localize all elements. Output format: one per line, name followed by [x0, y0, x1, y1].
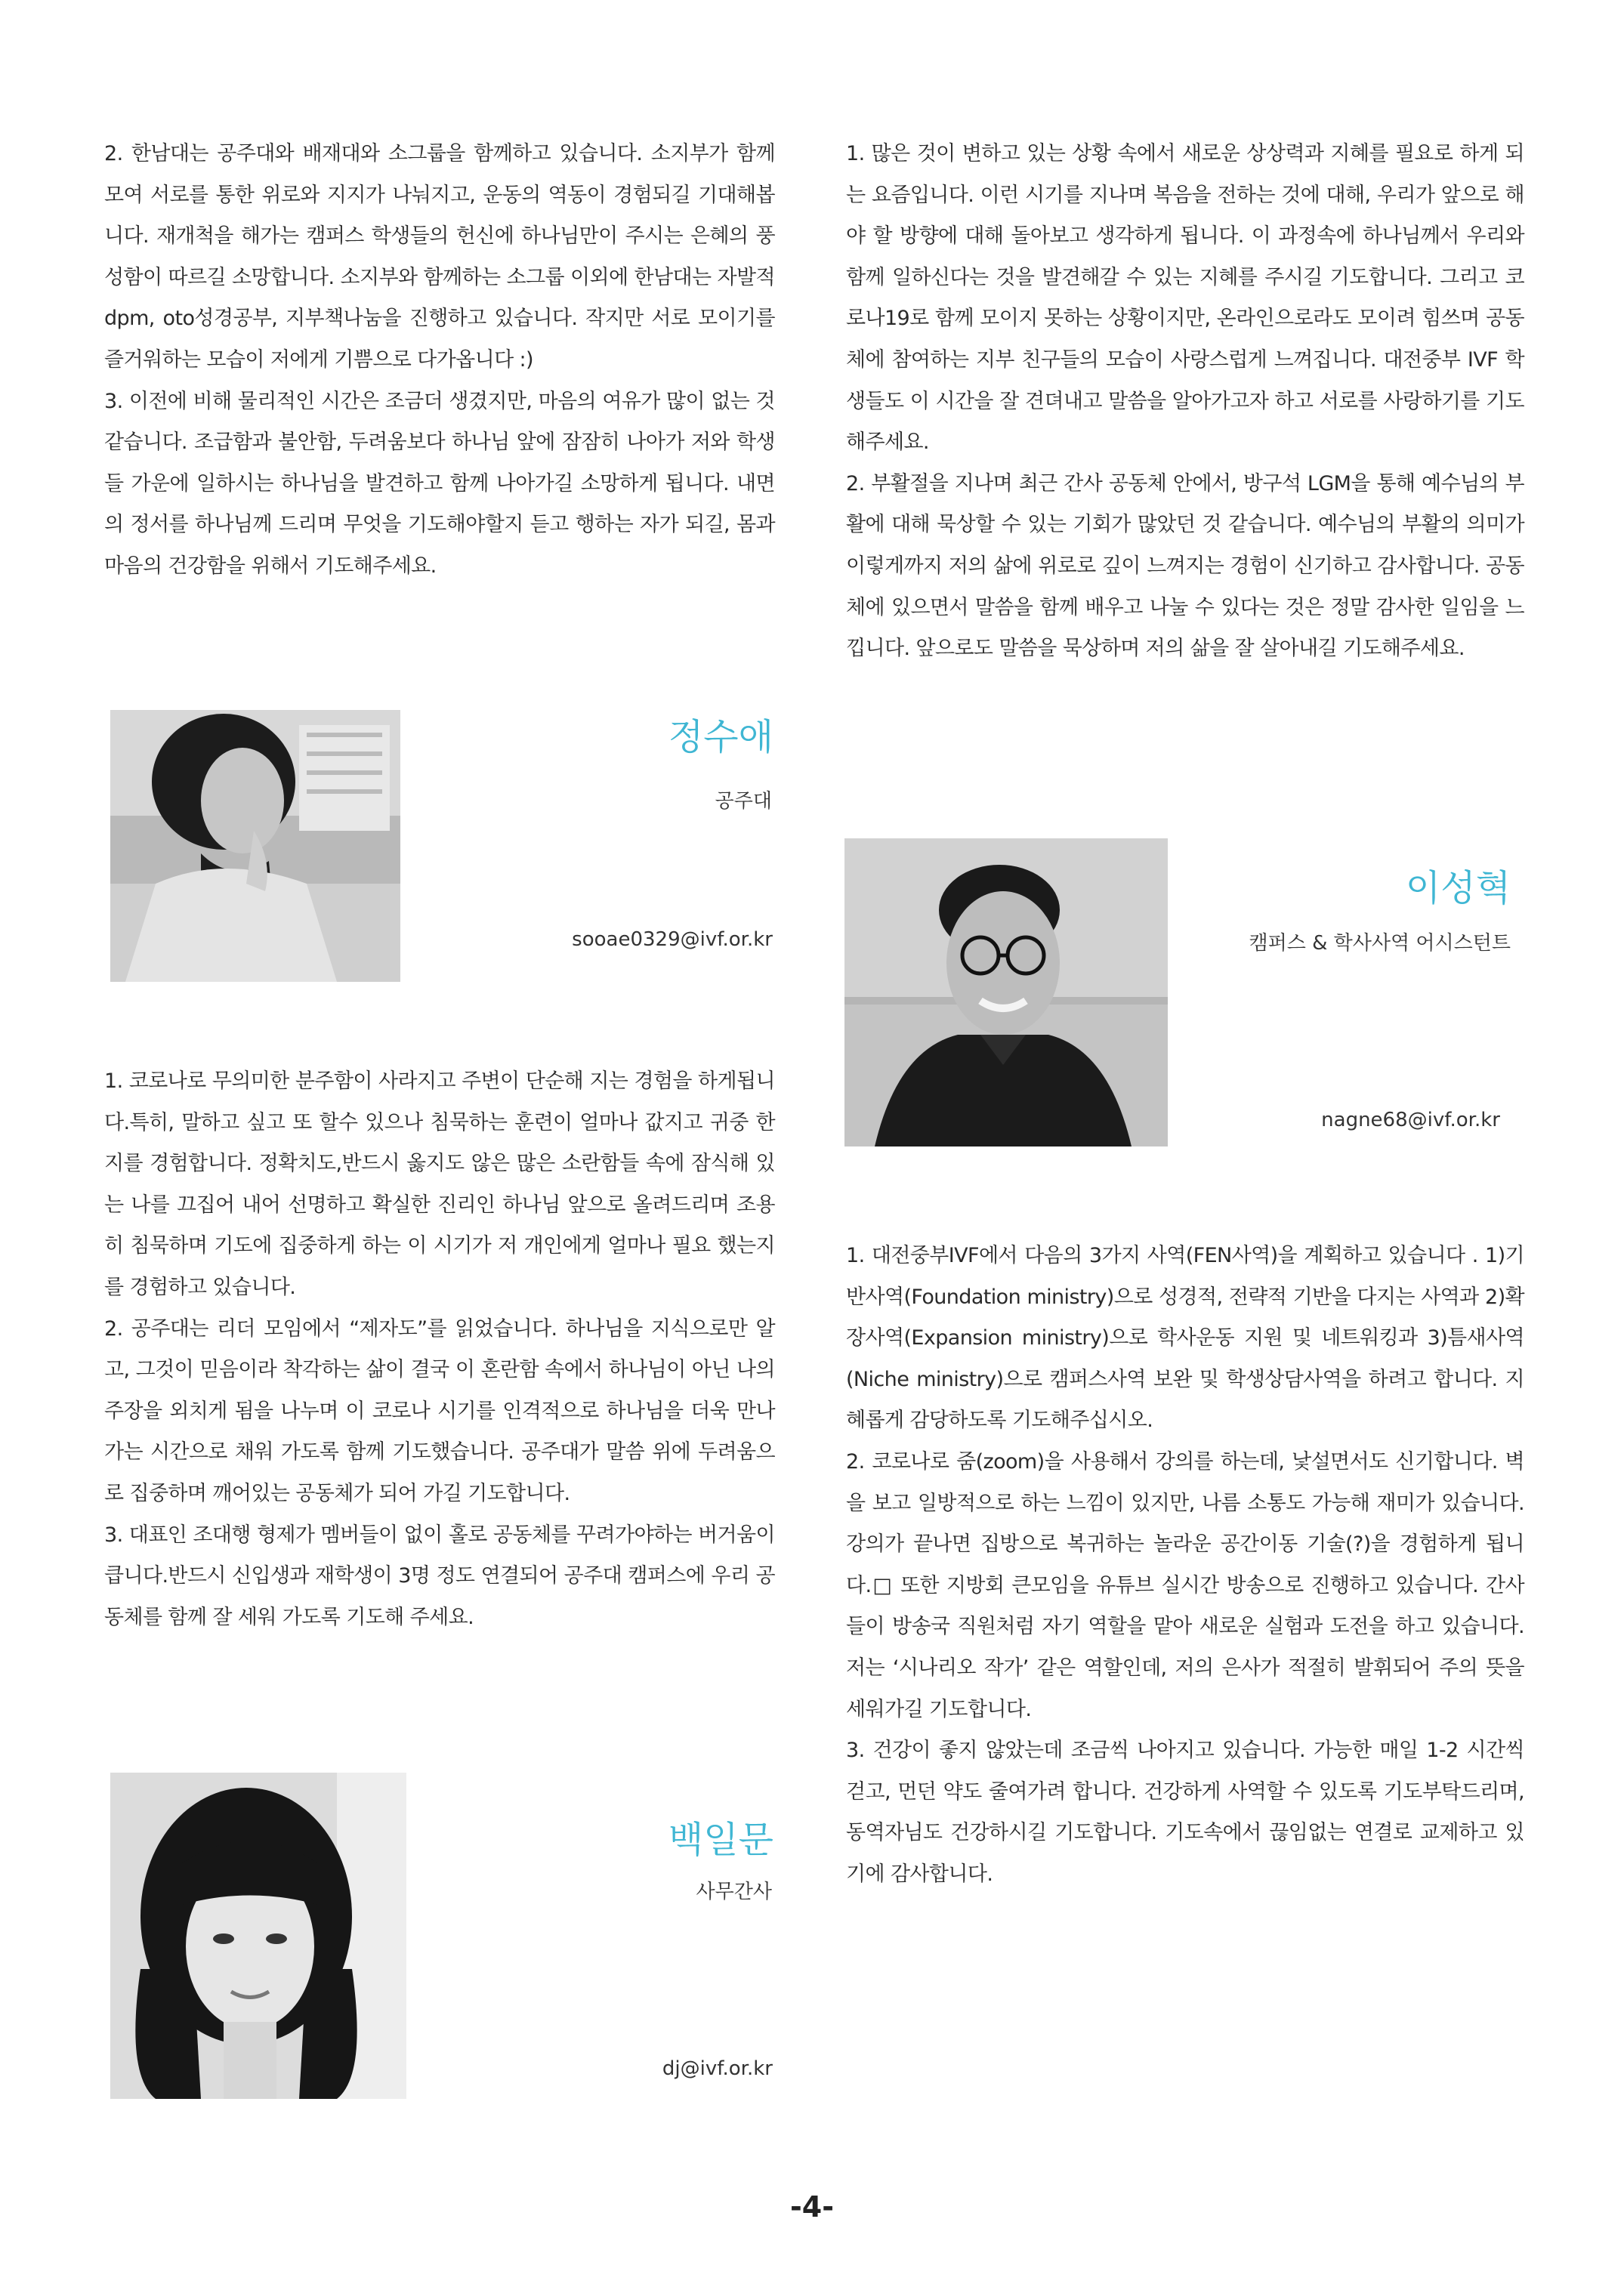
paragraph: 3. 대표인 조대행 형제가 멤버들이 없이 홀로 공동체를 꾸려가야하는 버거움이 큽니다.반드시 신입생과 재학생이 3명 정도 연결되어 공주대 캠퍼스에 우리 공동체를 함께 잘 세워 가도록 기도해 주세요. [104, 1523, 775, 1629]
paragraph: 1. 대전중부IVF에서 다음의 3가지 사역(FEN사역)을 계획하고 있습니다 . 1)기반사역(Foundation ministry)으로 성경적, 전략적 기반을 다지는 사역과 2)확장사역(Expansion ministry)으로 학사운동 지원 및 네트워킹과 3)틈새사역(Niche ministry)으로 캠퍼스사역 보완 및 학생상담사역을 하려고 합니다. 지혜롭게 감당하도록 기도해주십시오. [846, 1244, 1524, 1433]
profile-role: 공주대 [715, 790, 772, 813]
portrait-photo-woman-bangs-icon [110, 1773, 406, 2099]
profile-name: 이성혁 [1405, 867, 1511, 909]
paragraph: 3. 이전에 비해 물리적인 시간은 조금더 생겼지만, 마음의 여유가 많이 없는 것 같습니다. 조급함과 불안함, 두려움보다 하나님 앞에 잠잠히 나아가 저와 학생들 가운에 일하시는 하나님을 발견하고 함께 나아가길 소망하게 됩니다. 내면의 정서를 하나님께 드리며 무엇을 기도해야할지 듣고 행하는 자가 되길, 몸과 마음의 건강함을 위해서 기도해주세요. [104, 389, 775, 578]
portrait-photo-woman-icon [110, 710, 400, 982]
profile-photo-lee-seonghyeok [844, 838, 1168, 1146]
paragraph: 1. 많은 것이 변하고 있는 상황 속에서 새로운 상상력과 지혜를 필요로 하게 되는 요즘입니다. 이런 시기를 지나며 복음을 전하는 것에 대해, 우리가 앞으로 해야 할 방향에 대해 돌아보고 생각하게 됩니다. 이 과정속에 하나님께서 우리와 함께 일하신다는 것을 발견해갈 수 있는 지혜를 주시길 기도합니다. 그리고 코로나19로 함께 모이지 못하는 상황이지만, 온라인으로라도 모이려 힘쓰며 공동체에 참여하는 지부 친구들의 모습이 사랑스럽게 느껴집니다. 대전중부 IVF 학생들도 이 시간을 잘 견뎌내고 말씀을 알아가고자 하고 서로를 사랑하기를 기도해주세요. [846, 142, 1524, 455]
profile-role: 캠퍼스 & 학사사역 어시스턴트 [1249, 932, 1511, 955]
profile-email: nagne68@ivf.or.kr [1321, 1109, 1500, 1131]
left-middle-text-block [104, 1061, 775, 1638]
paragraph: 3. 건강이 좋지 않았는데 조금씩 나아지고 있습니다. 가능한 매일 1-2 시간씩 걷고, 먼던 약도 줄여가려 합니다. 건강하게 사역할 수 있도록 기도부탁드리며, 동역자님도 건강하시길 기도합니다. 기도속에서 끊임없는 연결로 교제하고 있기에 감사합니다. [846, 1739, 1524, 1886]
paragraph: 2. 한남대는 공주대와 배재대와 소그룹을 함께하고 있습니다. 소지부가 함께 모여 서로를 통한 위로와 지지가 나눠지고, 운동의 역동이 경험되길 기대해봅니다. 재개척을 해가는 캠퍼스 학생들의 헌신에 하나님만이 주시는 은혜의 풍성함이 따르길 소망합니다. 소지부와 함께하는 소그룹 이외에 한남대는 자발적 dpm, oto성경공부, 지부책나눔을 진행하고 있습니다. 작지만 서로 모이기를 즐거워하는 모습이 저에게 기쁨으로 다가옵니다 :) [104, 142, 775, 372]
paragraph: 1. 코로나로 무의미한 분주함이 사라지고 주변이 단순해 지는 경험을 하게됩니다.특히, 말하고 싶고 또 할수 있으나 침묵하는 훈련이 얼마나 값지고 귀중 한지를 경험합니다. 정확치도,반드시 옳지도 않은 많은 소란함들 속에 잠식해 있는 나를 끄집어 내어 선명하고 확실한 진리인 하나님 앞으로 올려드리며 조용히 침묵하며 기도에 집중하게 하는 이 시기가 저 개인에게 얼마나 필요 했는지를 경험하고 있습니다. [104, 1069, 775, 1299]
profile-role: 사무간사 [696, 1881, 772, 1903]
profile-name: 백일문 [668, 1819, 773, 1861]
profile-email: sooae0329@ivf.or.kr [572, 928, 773, 951]
profile-photo-baek-ilmun [110, 1773, 406, 2099]
paragraph: 2. 부활절을 지나며 최근 간사 공동체 안에서, 방구석 LGM을 통해 예수님의 부활에 대해 묵상할 수 있는 기회가 많았던 것 같습니다. 예수님의 부활의 의미가 이렇게까지 저의 삶에 위로로 깊이 느껴지는 경험이 신기하고 감사합니다. 공동체에 있으면서 말씀을 함께 배우고 나눌 수 있다는 것은 정말 감사한 일임을 느낍니다. 앞으로도 말씀을 묵상하며 저의 삶을 잘 살아내길 기도해주세요. [846, 471, 1524, 661]
page-number: -4- [790, 2190, 834, 2224]
right-top-text-block [846, 134, 1524, 670]
profile-email: dj@ivf.or.kr [662, 2057, 773, 2080]
profile-name: 정수애 [668, 716, 773, 758]
right-bottom-text-block [846, 1236, 1524, 1896]
profile-photo-jeong-suae [110, 710, 400, 982]
paragraph: 2. 공주대는 리더 모임에서 “제자도”를 읽었습니다. 하나님을 지식으로만 알고, 그것이 믿음이라 착각하는 삶이 결국 이 혼란함 속에서 하나님이 아닌 나의 주장을 외치게 됨을 나누며 이 코로나 시기를 인격적으로 하나님을 더욱 만나가는 시간으로 채워 가도록 함께 기도했습니다. 공주대가 말씀 위에 두려움으로 집중하며 깨어있는 공동체가 되어 가길 기도합니다. [104, 1316, 775, 1505]
paragraph: 2. 코로나로 줌(zoom)을 사용해서 강의를 하는데, 낯설면서도 신기합니다. 벽을 보고 일방적으로 하는 느낌이 있지만, 나름 소통도 가능해 재미가 있습니다. 강의가 끝나면 집방으로 복귀하는 놀라운 공간이동 기술(?)을 경험하게 됩니다.□ 또한 지방회 큰모임을 유튜브 실시간 방송으로 진행하고 있습니다. 간사들이 방송국 직원처럼 자기 역할을 맡아 새로운 실험과 도전을 하고 있습니다. 저는 ‘시나리오 작가’ 같은 역할인데, 저의 은사가 적절히 발휘되어 주의 뜻을 세워가길 기도합니다. [846, 1449, 1524, 1721]
left-top-text-block [104, 134, 775, 588]
portrait-photo-man-glasses-icon [844, 838, 1168, 1146]
